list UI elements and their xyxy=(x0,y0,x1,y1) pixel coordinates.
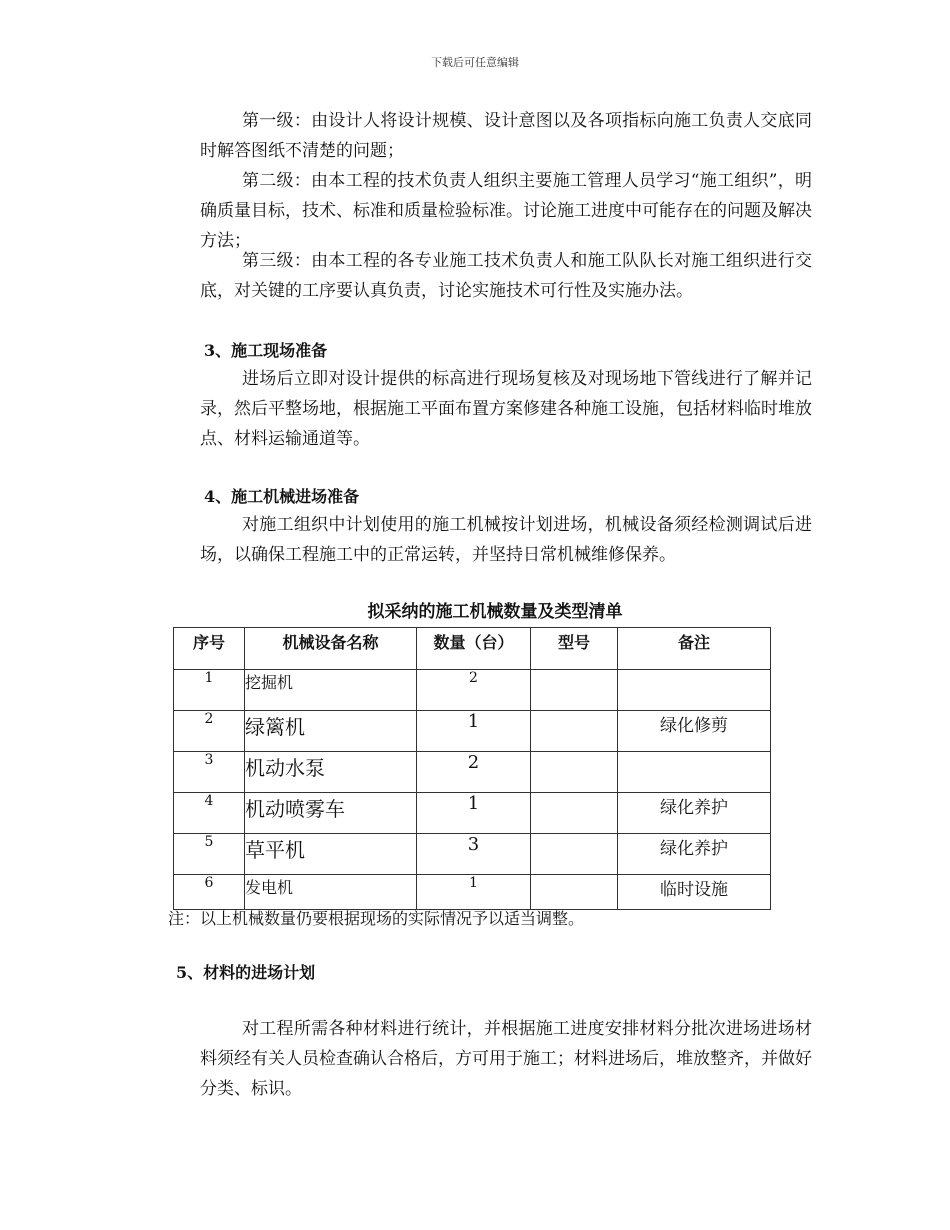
section-3-body: 进场后立即对设计提供的标高进行现场复核及对现场地下管线进行了解并记录，然后平整场地，根据施工平面布置方案修建各种施工设施，包括材料临时堆放点、材料运输通道等。 xyxy=(200,369,812,449)
cell-note xyxy=(618,670,771,711)
header-note: 备注 xyxy=(618,628,771,670)
cell-name: 机动水泵 xyxy=(245,752,417,793)
cell-no: 4 xyxy=(174,793,245,834)
cell-name: 发电机 xyxy=(245,875,417,910)
cell-qty: 2 xyxy=(417,752,531,793)
cell-no: 6 xyxy=(174,875,245,910)
cell-note: 绿化修剪 xyxy=(618,711,771,752)
cell-name: 挖掘机 xyxy=(245,670,417,711)
cell-no: 2 xyxy=(174,711,245,752)
table-row xyxy=(174,752,771,793)
section-3-heading: 3、施工现场准备 xyxy=(204,341,328,360)
header-model: 型号 xyxy=(531,628,618,670)
paragraph-level-1: 第一级：由设计人将设计规模、设计意图以及各项指标向施工负责人交底同时解答图纸不清楚的问题； xyxy=(200,111,812,161)
cell-qty: 1 xyxy=(417,793,531,834)
cell-model xyxy=(531,875,618,910)
cell-no: 1 xyxy=(174,670,245,711)
table-row xyxy=(174,834,771,875)
cell-model xyxy=(531,711,618,752)
table-title: 拟采纳的施工机械数量及类型清单 xyxy=(367,602,623,622)
cell-name: 绿篱机 xyxy=(245,711,417,752)
cell-qty: 2 xyxy=(417,670,531,711)
table-footnote: 注：以上机械数量仍要根据现场的实际情况予以适当调整。 xyxy=(168,909,585,928)
table-header-row xyxy=(174,628,771,670)
cell-note: 绿化养护 xyxy=(618,834,771,875)
cell-name: 草平机 xyxy=(245,834,417,875)
cell-model xyxy=(531,834,618,875)
cell-model xyxy=(531,670,618,711)
section-4-body: 对施工组织中计划使用的施工机械按计划进场，机械设备须经检测调试后进场，以确保工程施工中的正常运转，并坚持日常机械维修保养。 xyxy=(200,515,812,565)
header-no: 序号 xyxy=(174,628,245,670)
section-4-heading: 4、施工机械进场准备 xyxy=(204,487,360,506)
header-name: 机械设备名称 xyxy=(245,628,417,670)
cell-qty: 1 xyxy=(417,711,531,752)
cell-no: 3 xyxy=(174,752,245,793)
section-5-heading: 5、材料的进场计划 xyxy=(176,963,316,982)
table-row xyxy=(174,670,771,711)
paragraph-level-2: 第二级：由本工程的技术负责人组织主要施工管理人员学习“施工组织”，明确质量目标，技术、标准和质量检验标准。讨论施工进度中可能存在的问题及解决方法； xyxy=(200,171,812,251)
cell-no: 5 xyxy=(174,834,245,875)
paragraph-level-3: 第三级：由本工程的各专业施工技术负责人和施工队队长对施工组织进行交底，对关键的工序要认真负责，讨论实施技术可行性及实施办法。 xyxy=(200,251,812,301)
table-row xyxy=(174,875,771,910)
cell-note: 绿化养护 xyxy=(618,793,771,834)
table-row xyxy=(174,711,771,752)
header-qty: 数量（台） xyxy=(417,628,531,670)
page-header: 下载后可任意编辑 xyxy=(431,56,519,69)
cell-name: 机动喷雾车 xyxy=(245,793,417,834)
cell-qty: 3 xyxy=(417,834,531,875)
machinery-table xyxy=(173,627,771,910)
cell-note xyxy=(618,752,771,793)
section-5-body: 对工程所需各种材料进行统计，并根据施工进度安排材料分批次进场进场材料须经有关人员检查确认合格后，方可用于施工；材料进场后，堆放整齐，并做好分类、标识。 xyxy=(200,1019,812,1099)
table-row xyxy=(174,793,771,834)
cell-model xyxy=(531,793,618,834)
cell-note: 临时设施 xyxy=(618,875,771,910)
cell-model xyxy=(531,752,618,793)
cell-qty: 1 xyxy=(417,875,531,910)
